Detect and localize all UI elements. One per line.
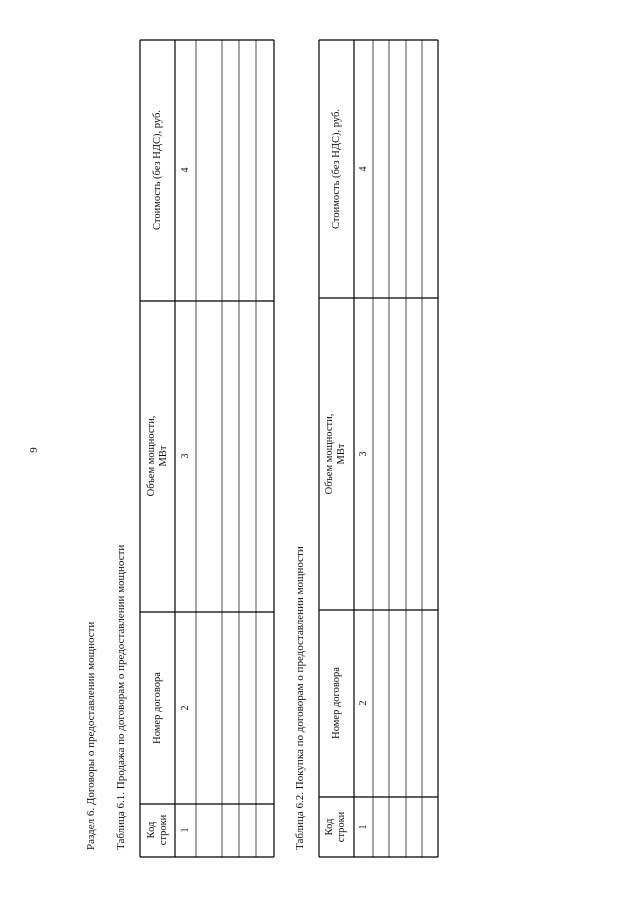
table1-header-volume-line1: Объем мощности, <box>146 415 157 497</box>
table1-colnum-2: 2 <box>180 705 191 711</box>
table1-colnum-3: 3 <box>180 453 191 459</box>
table2-colnum-3: 3 <box>358 451 369 457</box>
table2-colnum-1: 1 <box>358 824 369 830</box>
table2-header-volume-line2: МВт <box>336 443 347 465</box>
table2-header-volume-line1: Объем мощности, <box>324 413 335 495</box>
table1-header-code-line2: строки <box>158 814 169 846</box>
table1-header-contract: Номер договора <box>152 672 163 744</box>
section-title: Раздел 6. Договоры о предоставлении мощности <box>85 621 97 850</box>
table1 <box>140 40 274 857</box>
table1-header-volume-line2: МВт <box>158 445 169 467</box>
table1-header-cost: Стоимость (без НДС), руб. <box>152 110 163 230</box>
table1-colnum-4: 4 <box>180 167 191 173</box>
table2-header-cost: Стоимость (без НДС), руб. <box>331 109 342 229</box>
table2 <box>319 40 438 857</box>
table1-header-code-line1: Код <box>146 821 157 839</box>
table2-header-code-line1: Код <box>324 818 335 836</box>
table1-colnum-1: 1 <box>180 827 191 833</box>
table2-colnum-4: 4 <box>358 166 369 172</box>
table2-header-contract: Номер договора <box>331 667 342 739</box>
table2-colnum-2: 2 <box>358 700 369 706</box>
table2-caption: Таблица 6.2. Покупка по договорам о предоставлении мощности <box>294 546 306 850</box>
table2-header-code-line2: строки <box>336 811 347 843</box>
table1-caption: Таблица 6.1. Продажа по договорам о предоставлении мощности <box>115 544 127 850</box>
page-number: 9 <box>28 447 40 453</box>
